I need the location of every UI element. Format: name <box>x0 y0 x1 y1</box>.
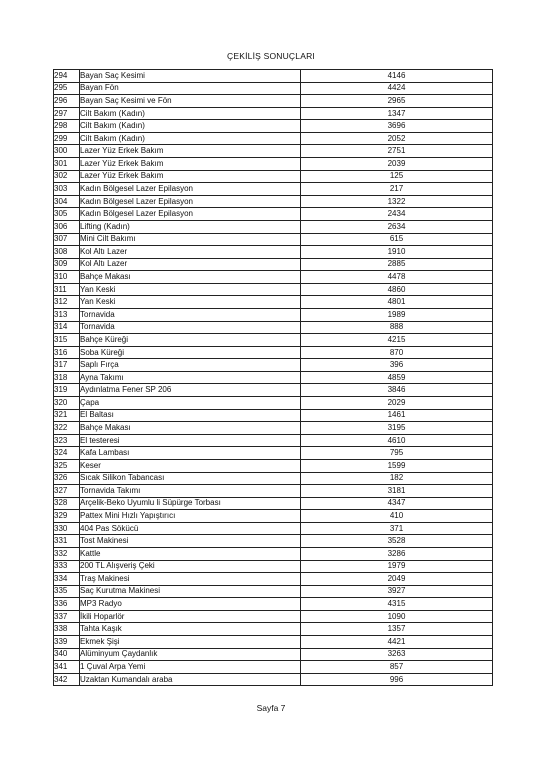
prize-name-cell: Arçelik-Beko Uyumlu li Süpürge Torbası <box>80 497 301 510</box>
table-row <box>54 598 493 611</box>
row-number-cell: 315 <box>54 334 80 347</box>
prize-name-cell: Pattex Mini Hızlı Yapıştırıcı <box>80 510 301 523</box>
winning-number-cell: 4424 <box>301 82 493 95</box>
prize-name-cell: Bayan Saç Kesimi <box>80 70 301 83</box>
table-row <box>54 183 493 196</box>
winning-number-cell: 1090 <box>301 610 493 623</box>
winning-number-cell: 2751 <box>301 145 493 158</box>
prize-name-cell: Tahta Kaşık <box>80 623 301 636</box>
prize-name-cell: 404 Pas Sökücü <box>80 522 301 535</box>
row-number-cell: 335 <box>54 585 80 598</box>
prize-name-cell: Keser <box>80 459 301 472</box>
table-row <box>54 510 493 523</box>
prize-name-cell: Kadın Bölgesel Lazer Epilasyon <box>80 183 301 196</box>
prize-name-cell: Ayna Takımı <box>80 371 301 384</box>
prize-name-cell: Saç Kurutma Makinesi <box>80 585 301 598</box>
row-number-cell: 323 <box>54 434 80 447</box>
prize-name-cell: 200 TL Alışveriş Çeki <box>80 560 301 573</box>
row-number-cell: 336 <box>54 598 80 611</box>
row-number-cell: 299 <box>54 132 80 145</box>
table-row <box>54 359 493 372</box>
table-row <box>54 220 493 233</box>
winning-number-cell: 1357 <box>301 623 493 636</box>
winning-number-cell: 4215 <box>301 334 493 347</box>
prize-name-cell: Çapa <box>80 397 301 410</box>
table-row <box>54 434 493 447</box>
table-row <box>54 271 493 284</box>
prize-name-cell: Bahçe Küreği <box>80 334 301 347</box>
prize-name-cell: Mini Cilt Bakımı <box>80 233 301 246</box>
prize-name-cell: Kattle <box>80 547 301 560</box>
winning-number-cell: 996 <box>301 673 493 686</box>
row-number-cell: 312 <box>54 296 80 309</box>
table-row <box>54 283 493 296</box>
prize-name-cell: Tornavida <box>80 308 301 321</box>
prize-name-cell: Aydınlatma Fener SP 206 <box>80 384 301 397</box>
winning-number-cell: 4859 <box>301 371 493 384</box>
table-row <box>54 422 493 435</box>
winning-number-cell: 3846 <box>301 384 493 397</box>
winning-number-cell: 795 <box>301 447 493 460</box>
winning-number-cell: 2434 <box>301 208 493 221</box>
table-row <box>54 409 493 422</box>
row-number-cell: 295 <box>54 82 80 95</box>
winning-number-cell: 3286 <box>301 547 493 560</box>
winning-number-cell: 2885 <box>301 258 493 271</box>
row-number-cell: 313 <box>54 308 80 321</box>
winning-number-cell: 4478 <box>301 271 493 284</box>
results-table-body <box>54 70 493 686</box>
winning-number-cell: 3696 <box>301 120 493 133</box>
winning-number-cell: 1599 <box>301 459 493 472</box>
row-number-cell: 296 <box>54 95 80 108</box>
winning-number-cell: 182 <box>301 472 493 485</box>
row-number-cell: 327 <box>54 485 80 498</box>
row-number-cell: 304 <box>54 195 80 208</box>
winning-number-cell: 2039 <box>301 158 493 171</box>
winning-number-cell: 2965 <box>301 95 493 108</box>
row-number-cell: 320 <box>54 397 80 410</box>
prize-name-cell: Lazer Yüz Erkek Bakım <box>80 158 301 171</box>
row-number-cell: 308 <box>54 246 80 259</box>
table-row <box>54 346 493 359</box>
prize-name-cell: Cilt Bakım (Kadın) <box>80 107 301 120</box>
prize-name-cell: Bahçe Makası <box>80 271 301 284</box>
row-number-cell: 341 <box>54 661 80 674</box>
prize-name-cell: Lifting (Kadın) <box>80 220 301 233</box>
winning-number-cell: 4315 <box>301 598 493 611</box>
prize-name-cell: El Baltası <box>80 409 301 422</box>
prize-name-cell: Uzaktan Kumandalı araba <box>80 673 301 686</box>
prize-name-cell: Alüminyum Çaydanlık <box>80 648 301 661</box>
prize-name-cell: Soba Küreği <box>80 346 301 359</box>
winning-number-cell: 3195 <box>301 422 493 435</box>
row-number-cell: 310 <box>54 271 80 284</box>
row-number-cell: 319 <box>54 384 80 397</box>
row-number-cell: 311 <box>54 283 80 296</box>
table-row <box>54 132 493 145</box>
winning-number-cell: 3181 <box>301 485 493 498</box>
winning-number-cell: 396 <box>301 359 493 372</box>
table-row <box>54 397 493 410</box>
winning-number-cell: 371 <box>301 522 493 535</box>
winning-number-cell: 1979 <box>301 560 493 573</box>
prize-name-cell: El testeresi <box>80 434 301 447</box>
row-number-cell: 330 <box>54 522 80 535</box>
row-number-cell: 342 <box>54 673 80 686</box>
table-row <box>54 485 493 498</box>
row-number-cell: 329 <box>54 510 80 523</box>
prize-name-cell: Kafa Lambası <box>80 447 301 460</box>
row-number-cell: 314 <box>54 321 80 334</box>
winning-number-cell: 125 <box>301 170 493 183</box>
table-row <box>54 522 493 535</box>
table-row <box>54 208 493 221</box>
row-number-cell: 325 <box>54 459 80 472</box>
row-number-cell: 297 <box>54 107 80 120</box>
prize-name-cell: Ekmek Şişi <box>80 636 301 649</box>
winning-number-cell: 1989 <box>301 308 493 321</box>
row-number-cell: 300 <box>54 145 80 158</box>
table-row <box>54 258 493 271</box>
row-number-cell: 306 <box>54 220 80 233</box>
table-row <box>54 573 493 586</box>
row-number-cell: 340 <box>54 648 80 661</box>
row-number-cell: 328 <box>54 497 80 510</box>
winning-number-cell: 4421 <box>301 636 493 649</box>
prize-name-cell: Kol Altı Lazer <box>80 258 301 271</box>
row-number-cell: 324 <box>54 447 80 460</box>
table-row <box>54 560 493 573</box>
winning-number-cell: 615 <box>301 233 493 246</box>
table-row <box>54 170 493 183</box>
winning-number-cell: 2029 <box>301 397 493 410</box>
prize-name-cell: Lazer Yüz Erkek Bakım <box>80 170 301 183</box>
prize-name-cell: Lazer Yüz Erkek Bakım <box>80 145 301 158</box>
prize-name-cell: 1 Çuval Arpa Yemi <box>80 661 301 674</box>
winning-number-cell: 410 <box>301 510 493 523</box>
winning-number-cell: 4860 <box>301 283 493 296</box>
row-number-cell: 331 <box>54 535 80 548</box>
table-row <box>54 661 493 674</box>
row-number-cell: 326 <box>54 472 80 485</box>
table-row <box>54 334 493 347</box>
table-row <box>54 535 493 548</box>
table-row <box>54 636 493 649</box>
prize-name-cell: Kadın Bölgesel Lazer Epilasyon <box>80 208 301 221</box>
row-number-cell: 298 <box>54 120 80 133</box>
table-row <box>54 384 493 397</box>
table-row <box>54 120 493 133</box>
prize-name-cell: Yan Keski <box>80 283 301 296</box>
winning-number-cell: 1347 <box>301 107 493 120</box>
prize-name-cell: Cilt Bakım (Kadın) <box>80 120 301 133</box>
table-row <box>54 673 493 686</box>
prize-name-cell: Kadın Bölgesel Lazer Epilasyon <box>80 195 301 208</box>
winning-number-cell: 2049 <box>301 573 493 586</box>
table-row <box>54 459 493 472</box>
row-number-cell: 339 <box>54 636 80 649</box>
winning-number-cell: 4347 <box>301 497 493 510</box>
table-row <box>54 107 493 120</box>
table-row <box>54 296 493 309</box>
winning-number-cell: 217 <box>301 183 493 196</box>
table-row <box>54 585 493 598</box>
row-number-cell: 318 <box>54 371 80 384</box>
prize-name-cell: Bayan Fön <box>80 82 301 95</box>
winning-number-cell: 1910 <box>301 246 493 259</box>
row-number-cell: 303 <box>54 183 80 196</box>
row-number-cell: 309 <box>54 258 80 271</box>
table-row <box>54 472 493 485</box>
row-number-cell: 317 <box>54 359 80 372</box>
winning-number-cell: 3263 <box>301 648 493 661</box>
prize-name-cell: Cilt Bakım (Kadın) <box>80 132 301 145</box>
prize-name-cell: MP3 Radyo <box>80 598 301 611</box>
table-row <box>54 497 493 510</box>
prize-name-cell: Bahçe Makası <box>80 422 301 435</box>
row-number-cell: 338 <box>54 623 80 636</box>
page-number: Sayfa 7 <box>256 703 286 713</box>
table-row <box>54 547 493 560</box>
table-row <box>54 610 493 623</box>
table-row <box>54 70 493 83</box>
table-row <box>54 648 493 661</box>
winning-number-cell: 4801 <box>301 296 493 309</box>
table-row <box>54 195 493 208</box>
winning-number-cell: 857 <box>301 661 493 674</box>
prize-name-cell: Tornavida Takımı <box>80 485 301 498</box>
winning-number-cell: 870 <box>301 346 493 359</box>
row-number-cell: 332 <box>54 547 80 560</box>
prize-name-cell: Yan Keski <box>80 296 301 309</box>
row-number-cell: 334 <box>54 573 80 586</box>
results-table <box>53 69 493 686</box>
table-row <box>54 158 493 171</box>
row-number-cell: 321 <box>54 409 80 422</box>
prize-name-cell: Tost Makinesi <box>80 535 301 548</box>
winning-number-cell: 2634 <box>301 220 493 233</box>
table-row <box>54 246 493 259</box>
winning-number-cell: 1322 <box>301 195 493 208</box>
table-row <box>54 308 493 321</box>
winning-number-cell: 888 <box>301 321 493 334</box>
table-row <box>54 447 493 460</box>
row-number-cell: 337 <box>54 610 80 623</box>
winning-number-cell: 4610 <box>301 434 493 447</box>
prize-name-cell: Saplı Fırça <box>80 359 301 372</box>
row-number-cell: 302 <box>54 170 80 183</box>
prize-name-cell: İkili Hoparlör <box>80 610 301 623</box>
winning-number-cell: 3927 <box>301 585 493 598</box>
row-number-cell: 301 <box>54 158 80 171</box>
prize-name-cell: Sıcak Silikon Tabancası <box>80 472 301 485</box>
prize-name-cell: Kol Altı Lazer <box>80 246 301 259</box>
prize-name-cell: Tornavida <box>80 321 301 334</box>
table-row <box>54 82 493 95</box>
table-row <box>54 623 493 636</box>
row-number-cell: 322 <box>54 422 80 435</box>
row-number-cell: 305 <box>54 208 80 221</box>
winning-number-cell: 1461 <box>301 409 493 422</box>
row-number-cell: 333 <box>54 560 80 573</box>
table-row <box>54 95 493 108</box>
winning-number-cell: 2052 <box>301 132 493 145</box>
winning-number-cell: 3528 <box>301 535 493 548</box>
table-row <box>54 145 493 158</box>
prize-name-cell: Bayan Saç Kesimi ve Fön <box>80 95 301 108</box>
winning-number-cell: 4146 <box>301 70 493 83</box>
table-row <box>54 233 493 246</box>
row-number-cell: 316 <box>54 346 80 359</box>
page-title: ÇEKİLİŞ SONUÇLARI <box>227 51 315 61</box>
row-number-cell: 294 <box>54 70 80 83</box>
row-number-cell: 307 <box>54 233 80 246</box>
table-row <box>54 321 493 334</box>
table-row <box>54 371 493 384</box>
prize-name-cell: Traş Makinesi <box>80 573 301 586</box>
